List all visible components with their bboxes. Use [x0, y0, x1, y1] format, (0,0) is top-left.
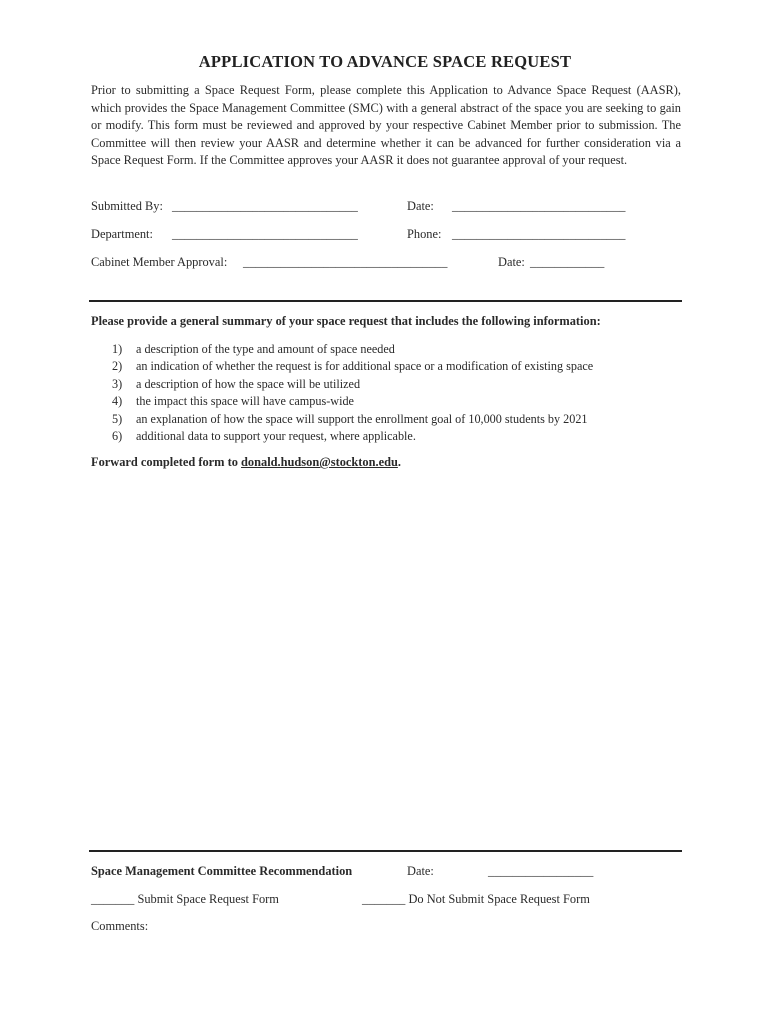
do-not-submit-option-line[interactable]: _______	[362, 892, 406, 906]
phone-label-text: Phone:	[407, 227, 442, 241]
list-item-text: an explanation of how the space will support the enrollment goal of 10,000 students by 2021	[136, 411, 588, 426]
list-item-number: 5)	[112, 411, 123, 426]
list-item-text: the impact this space will have campus-wide	[136, 394, 354, 409]
forward-prefix: Forward completed form to	[91, 455, 242, 469]
approval-date-label	[498, 255, 525, 270]
department-label	[91, 227, 153, 242]
list-item	[112, 428, 593, 445]
list-item-number: 3)	[112, 376, 123, 391]
list-item-text: a description of the type and amount of space needed	[136, 342, 395, 356]
submit-option-line[interactable]: _______	[91, 892, 135, 906]
comments-label	[91, 919, 148, 934]
date-label-text: Date:	[407, 199, 434, 213]
date-line[interactable]: ____________________________	[452, 199, 626, 213]
list-item-text: a description of how the space will be utilized	[136, 376, 361, 391]
section-divider-top	[89, 300, 682, 302]
list-item-number: 6)	[112, 429, 123, 444]
approval-date-line[interactable]: ____________	[530, 255, 605, 269]
smc-date-field[interactable]	[488, 864, 593, 879]
submitted-by-line[interactable]: ______________________________	[172, 199, 358, 213]
forward-suffix: .	[397, 455, 401, 469]
list-item-number: 1)	[112, 342, 123, 356]
submitted-by-row	[91, 199, 163, 214]
comments-label-text: Comments:	[91, 919, 149, 933]
smc-date-line[interactable]: _________________	[488, 864, 594, 878]
email-link[interactable]: donald.hudson@stockton.edu	[241, 455, 398, 469]
department-label-text: Department:	[91, 227, 153, 241]
list-item-text: additional data to support your request, where applicable.	[136, 429, 416, 444]
cabinet-approval-label	[91, 255, 227, 270]
department-field[interactable]	[172, 227, 358, 242]
date-label	[407, 199, 434, 214]
list-item-text: an indication of whether the request is for additional space or a modification of existing space	[136, 359, 594, 374]
approval-date-label-text: Date:	[498, 255, 525, 269]
list-item	[112, 411, 593, 428]
cabinet-approval-field[interactable]	[243, 255, 447, 270]
smc-date-label-text: Date:	[407, 864, 434, 878]
section-divider-bottom	[89, 850, 682, 852]
submit-option[interactable]	[91, 892, 279, 907]
smc-heading: Space Management Committee Recommendation	[91, 864, 353, 878]
smc-date-label	[407, 864, 434, 879]
phone-field[interactable]	[452, 227, 625, 242]
approval-date-field[interactable]	[530, 255, 604, 270]
forward-instruction	[91, 455, 401, 470]
list-item-number: 2)	[112, 359, 123, 374]
page-title: APPLICATION TO ADVANCE SPACE REQUEST	[198, 52, 572, 71]
list-item-number: 4)	[112, 394, 123, 409]
cabinet-approval-line[interactable]: _________________________________	[243, 255, 448, 269]
intro-paragraph: Prior to submitting a Space Request Form, please complete this Application to Advance Space Request (AASR), which provides the Space Management Committee (SMC) with a general abstract of the space you are seeking to gain or modify. This form must be reviewed and approved by your respective Cabinet Member prior to submission. The Committee will then review your AASR and determine whether it can be advanced for further consideration via a Space Request Form. If the Committee approves your AASR it does not guarantee approval of your request.	[91, 83, 681, 167]
phone-label	[407, 227, 441, 242]
requirements-list	[112, 341, 593, 445]
list-item	[112, 341, 593, 358]
phone-line[interactable]: ____________________________	[452, 227, 626, 241]
cabinet-approval-label-text: Cabinet Member Approval:	[91, 255, 228, 269]
department-line[interactable]: ______________________________	[172, 227, 358, 241]
submitted-by-field[interactable]	[172, 199, 358, 214]
do-not-submit-option-label: Do Not Submit Space Request Form	[405, 892, 590, 906]
submit-option-label: Submit Space Request Form	[134, 892, 279, 906]
do-not-submit-option[interactable]	[362, 892, 590, 907]
date-field[interactable]	[452, 199, 625, 214]
summary-heading: Please provide a general summary of your space request that includes the following information:	[91, 314, 601, 328]
list-item	[112, 393, 593, 410]
list-item	[112, 376, 593, 393]
submitted-by-label: Submitted By:	[91, 199, 163, 213]
list-item	[112, 358, 593, 375]
